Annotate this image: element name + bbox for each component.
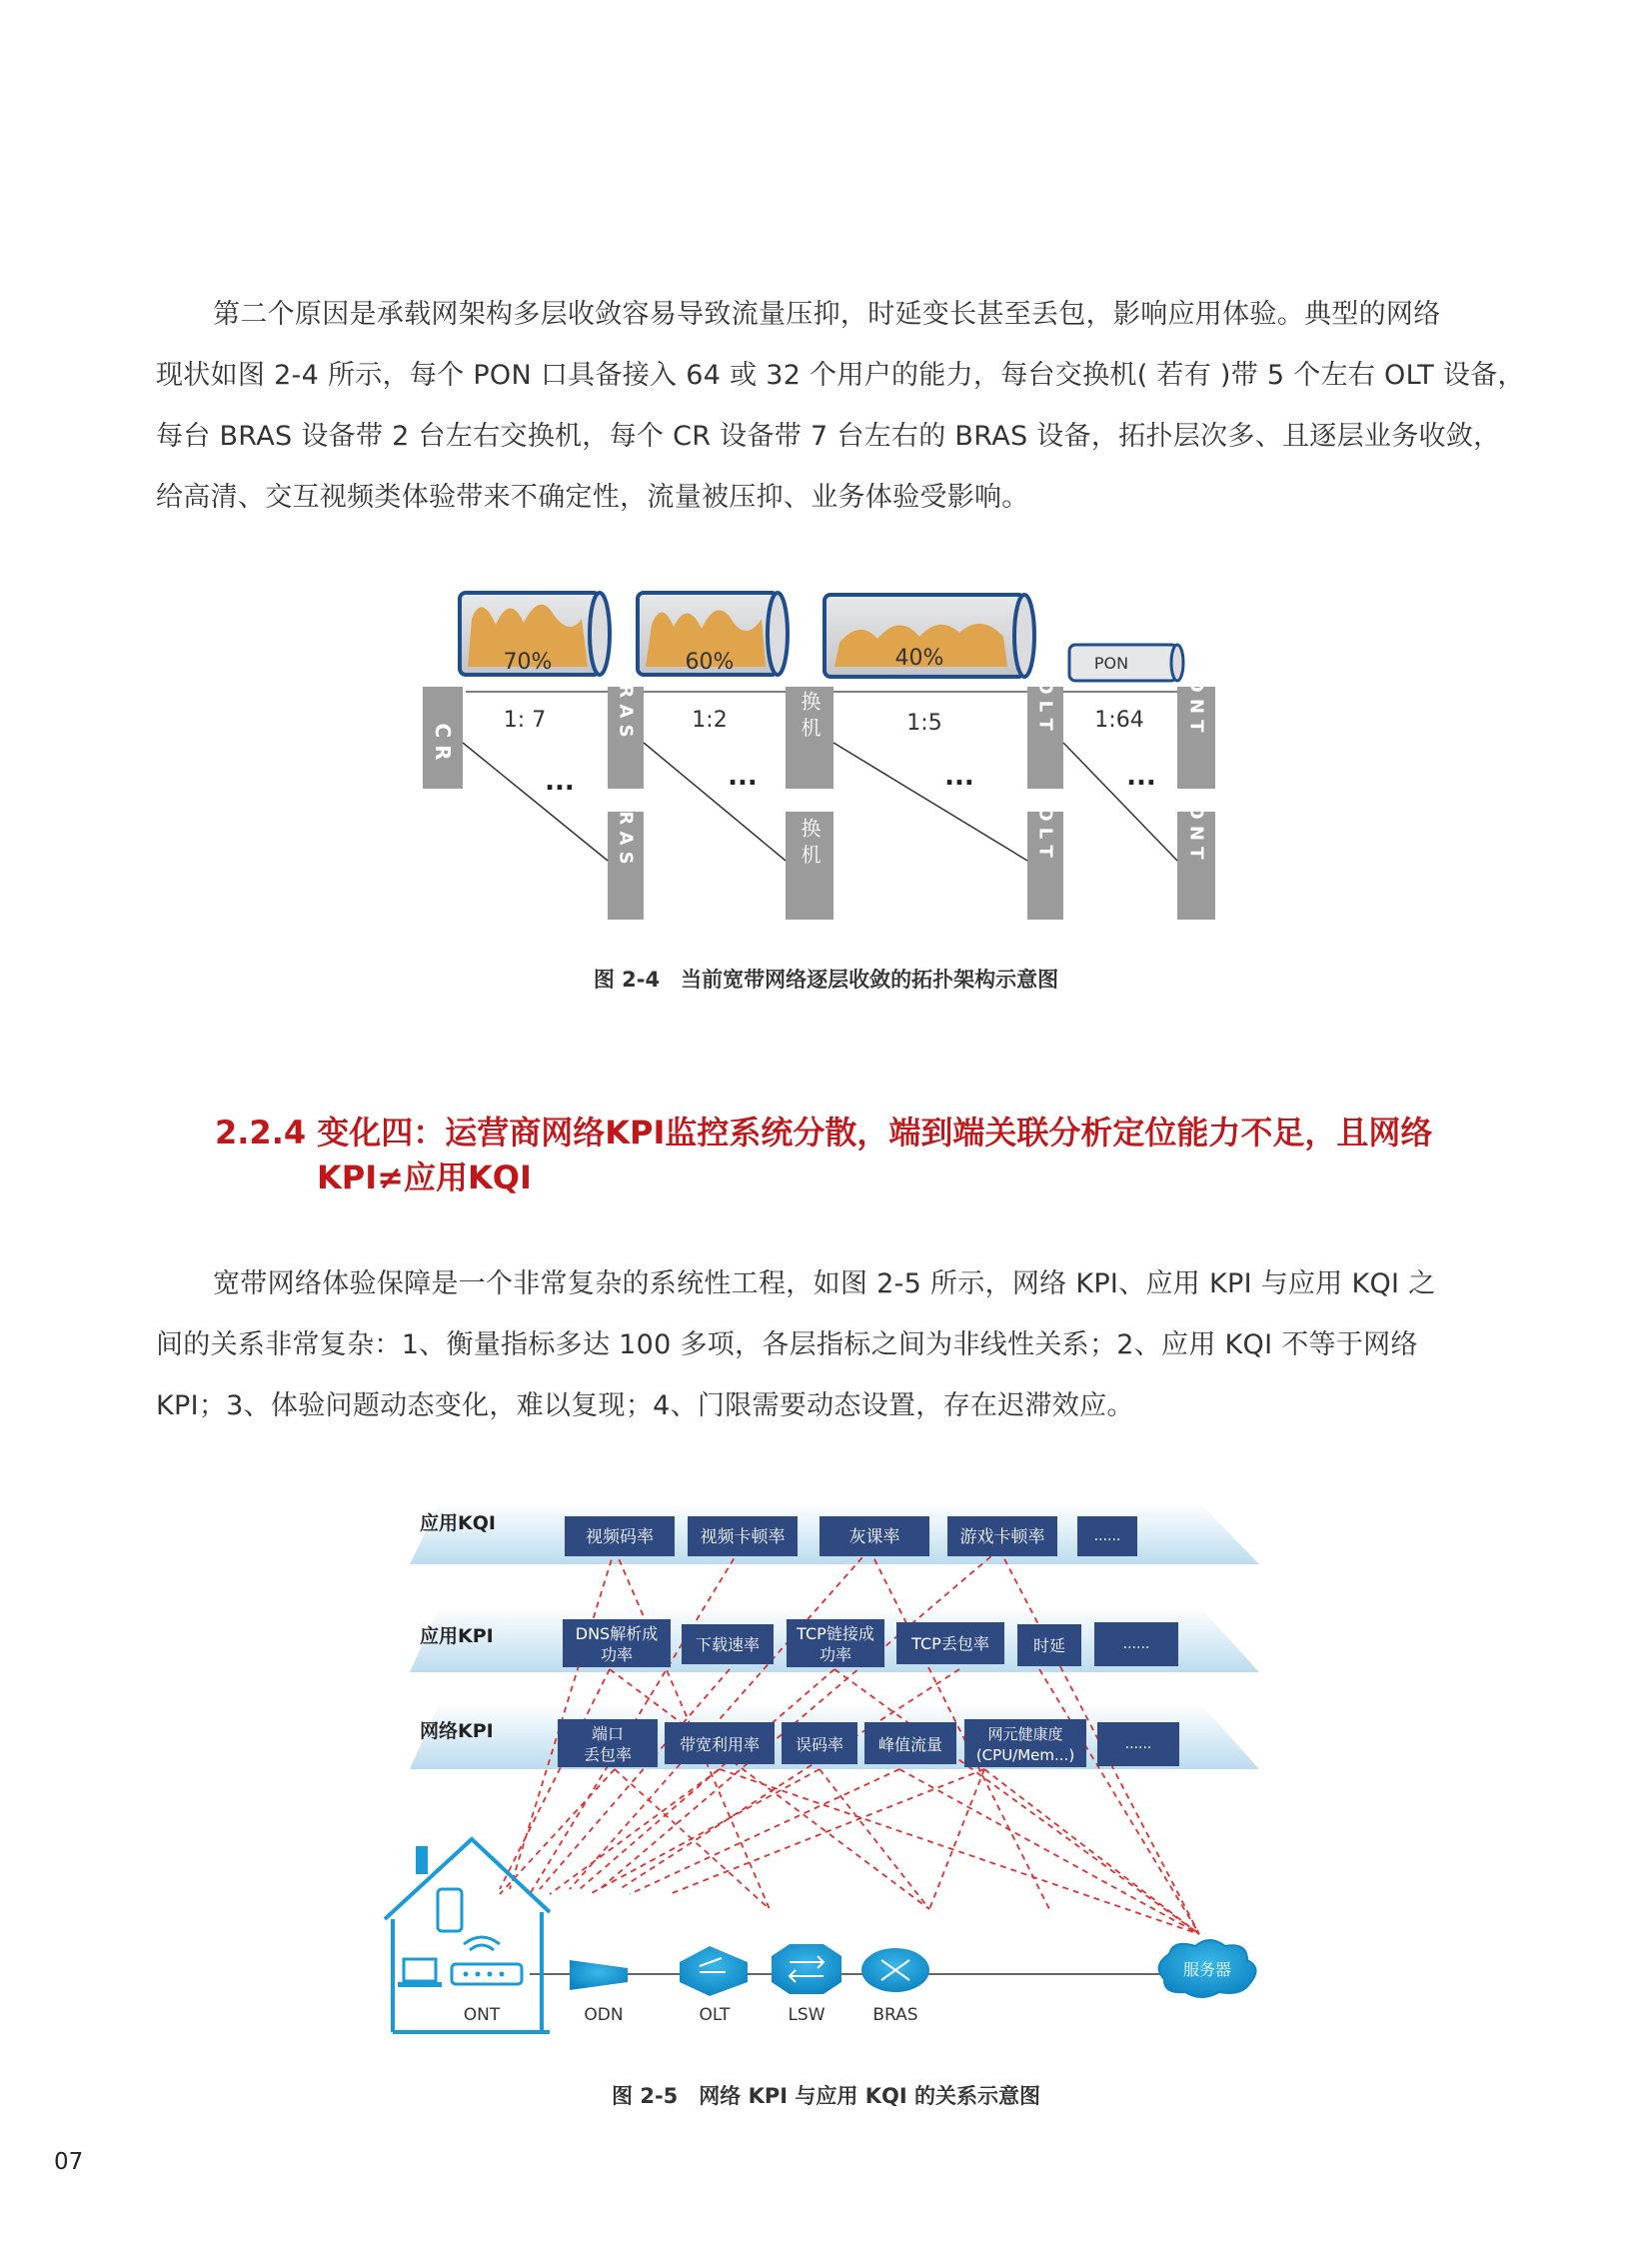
heading-line: 2.2.4 变化四：运营商网络KPI监控系统分散，端到端关联分析定位能力不足，且网络 [215,1114,1433,1151]
page-number: 07 [54,2149,84,2175]
device-label: ODN [584,2005,624,2025]
net-kpi-item: ...... [1124,1736,1152,1752]
olt-label: O L T [1034,679,1056,731]
paragraph-line: 现状如图 2-4 所示，每个 PON 口具备接入 64 或 32 个用户的能力，每台交换机( 若有 )带 5 个左右 OLT 设备， [156,360,1525,391]
phone-icon [438,1889,462,1931]
net-kpi-item: 峰值流量 [877,1735,943,1754]
kqi-item: 灰课率 [848,1527,900,1547]
ratio-label: 1:5 [906,711,942,736]
figure-caption: 图 2-4 当前宽带网络逐层收敛的拓扑架构示意图 [593,968,1059,992]
server-cloud-icon [1159,1940,1256,1997]
switch-label: 交 换 机 [798,664,822,738]
net-kpi-boxes [558,1719,1179,1767]
figure-caption: 图 2-5 网络 KPI 与应用 KQI 的关系示意图 [612,2084,1040,2108]
tank-70 [460,593,610,675]
kqi-item: 视频卡顿率 [700,1527,786,1547]
paragraph-line: 每台 BRAS 设备带 2 台左右交换机，每个 CR 设备带 7 台左右的 BRAS 设备，拓扑层次多、且逐层业务收敛， [156,421,1501,452]
ont-label: O N T [1185,804,1207,860]
wifi-icon [464,1937,500,1950]
kpi-kqi-figure [370,1494,1279,2044]
paragraph-line: KPI；3、体验问题动态变化，难以复现；4、门限需要动态设置，存在迟滞效应。 [156,1390,1134,1421]
paragraph-1 [156,284,1525,528]
layer-label: 应用KQI [420,1512,496,1534]
switch-label: 交 换 机 [798,791,822,865]
paragraph-line: 给高清、交互视频类体验带来不确定性，流量被压抑、业务体验受影响。 [156,482,1029,513]
tank-label: 70% [503,650,553,675]
net-kpi-item: 端口 [591,1724,625,1743]
heading-line: KPI≠应用KQI [317,1158,532,1196]
tank-label: 60% [685,650,735,675]
kqi-boxes [565,1516,1137,1556]
paragraph-2 [156,1253,1495,1436]
app-kpi-item: 时延 [1032,1636,1066,1655]
ellipsis: ... [545,767,575,797]
cr-label: C R [431,723,455,761]
pon-label: PON [1093,654,1129,673]
device-label: BRAS [872,2005,918,2025]
layer-label: 应用KPI [420,1625,494,1647]
ont-device-icon [452,1964,522,1984]
ratio-label: 1:2 [692,708,728,733]
kqi-item: 游戏卡顿率 [959,1527,1045,1547]
section-heading [215,1111,1514,1200]
ellipsis: ... [728,762,758,792]
bras-icon [861,1948,929,1992]
device-label: OLT [699,2005,731,2025]
olt-icon [680,1946,748,1996]
bras-label: B R A S [615,791,637,865]
lsw-icon [772,1944,841,1994]
paragraph-line: 宽带网络体验保障是一个非常复杂的系统性工程，如图 2-5 所示，网络 KPI、应用 KPI 与应用 KQI 之 [213,1268,1436,1299]
device-label: ONT [463,2005,501,2025]
app-kpi-item: 下载速率 [695,1635,761,1654]
app-kpi-item: ...... [1122,1636,1150,1652]
layer-label: 网络KPI [420,1720,494,1742]
topology-figure [420,585,1239,930]
app-kpi-item: TCP丢包率 [911,1634,989,1653]
pon-tank [1069,645,1183,681]
kqi-item: 视频码率 [586,1527,654,1547]
ratio-label: 1: 7 [503,708,547,733]
net-kpi-item: 误码率 [795,1735,844,1754]
app-kpi-item: 功率 [600,1645,634,1664]
paragraph-line: 第二个原因是承载网架构多层收敛容易导致流量压抑，时延变长甚至丢包，影响应用体验。典型的网络 [213,299,1441,330]
net-kpi-item: 丢包率 [583,1745,633,1764]
odn-icon [570,1960,628,1990]
olt-label: O L T [1034,806,1056,858]
kqi-item: ...... [1093,1528,1121,1544]
device-label: LSW [788,2005,826,2025]
ont-label: O N T [1185,677,1207,733]
ellipsis: ... [944,762,974,792]
paragraph-line: 间的关系非常复杂：1、衡量指标多达 100 多项，各层指标之间为非线性关系；2、应用 KQI 不等于网络 [156,1329,1418,1360]
app-kpi-item: DNS解析成 [575,1624,659,1643]
net-kpi-item: 带宽利用率 [679,1735,761,1754]
server-label: 服务器 [1182,1960,1232,1979]
ratio-label: 1:64 [1094,708,1144,733]
app-kpi-item: 功率 [819,1645,852,1664]
app-kpi-item: TCP链接成 [797,1624,874,1643]
bras-label: B R A S [615,664,637,738]
tank-40 [825,595,1034,677]
laptop-icon [398,1959,442,1987]
home-icon [385,1839,550,2032]
tank-60 [638,593,788,675]
tank-label: 40% [894,646,944,671]
net-kpi-item: 网元健康度 [987,1725,1063,1743]
ellipsis: ... [1126,762,1156,792]
net-kpi-item: (CPU/Mem...) [975,1746,1075,1764]
